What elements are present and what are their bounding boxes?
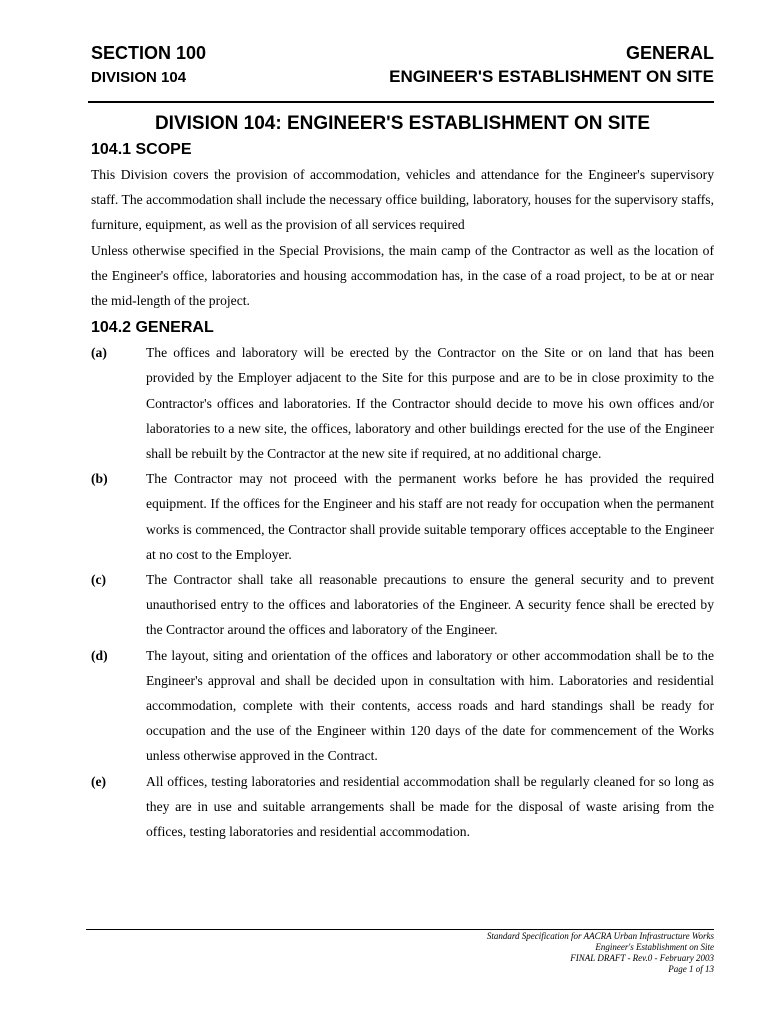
list-item: [91, 466, 714, 567]
header-row-section: [91, 42, 714, 64]
scope-heading: 104.1 SCOPE: [91, 141, 192, 158]
scope-paragraph: Unless otherwise specified in the Special Provisions, the main camp of the Contractor as well as the location of the Engineer's office, laboratories and housing accommodation has, in the case of a road project, to be at or near the mid-length of the project.: [91, 242, 714, 309]
page-header: [91, 42, 714, 91]
header-row-division: [91, 64, 714, 91]
scope-paragraph: This Division covers the provision of accommodation, vehicles and attendance for the Engineer's supervisory staff. The accommodation shall include the necessary office building, laboratory, houses for the supervisory staffs, furniture, equipment, as well as the provision of all services required: [91, 167, 714, 233]
list-item-text: The Contractor may not proceed with the permanent works before he has provided the required equipment. If the offices for the Engineer and his staff are not ready for occupation when the permanent works is commenced, the Contractor shall provide suitable temporary offices acceptable to the Engineer at no cost to the Employer.: [146, 471, 714, 562]
header-general: GENERAL: [625, 43, 714, 63]
list-item-label: (c): [91, 572, 107, 588]
list-item-text: The layout, siting and orientation of the offices and laboratory or other accommodation shall be to the Engineer's approval and shall be decided upon in consultation with him. Laboratories and residential accommodation, complete with their contents, access roads and hard standings shall be ready for occupation and the use of the Engineer within 120 days of the date for commencement of the Works unless otherwise approved in the Contract.: [146, 647, 714, 764]
footer-spec-title: Standard Specification for AACRA Urban Infrastructure Works: [486, 931, 714, 941]
page-footer: [487, 931, 714, 975]
header-section: SECTION 100: [91, 43, 207, 63]
footer-division-title: Engineer's Establishment on Site: [595, 942, 714, 952]
header-division: DIVISION 104: [91, 69, 187, 86]
general-heading: 104.2 GENERAL: [91, 319, 214, 337]
page-content: [91, 110, 714, 844]
header-divider: [88, 101, 714, 103]
footer-divider: [86, 929, 714, 930]
list-item-text: The Contractor shall take all reasonable precautions to ensure the general security and to prevent unauthorised entry to the offices and laboratories of the Engineer. A security fence shall be erected by the Contractor around the offices and laboratory of the Engineer.: [146, 572, 714, 638]
list-item: [91, 769, 714, 845]
list-item-label: (e): [91, 773, 107, 789]
list-item: [91, 567, 714, 643]
document-title: DIVISION 104: ENGINEER'S ESTABLISHMENT ON SITE: [154, 113, 651, 134]
list-item: [91, 340, 714, 466]
list-item-text: The offices and laboratory will be erected by the Contractor on the Site or on land that has been provided by the Employer adjacent to the Site for this purpose and are to be in close proximity to the Contractor's offices and laboratories. If the Contractor should decide to move his own offices and/or laboratories to a new site, the offices, laboratory and other buildings erected for the use of the Engineer shall be rebuilt by the Contractor at the new site if required, at no additional charge.: [146, 345, 714, 462]
list-item-text: All offices, testing laboratories and residential accommodation shall be regularly cleaned for so long as they are in use and suitable arrangements shall be made for the disposal of waste arising from the offices, testing laboratories and residential accommodation.: [146, 773, 714, 840]
footer-page-number: Page 1 of 13: [668, 964, 714, 974]
header-division-title: ENGINEER'S ESTABLISHMENT ON SITE: [389, 67, 714, 86]
footer-revision: FINAL DRAFT - Rev.0 - February 2003: [570, 953, 714, 963]
list-item-label: (d): [91, 647, 108, 663]
list-item-label: (a): [91, 345, 107, 361]
list-item-label: (b): [91, 471, 108, 487]
list-item: [91, 643, 714, 769]
